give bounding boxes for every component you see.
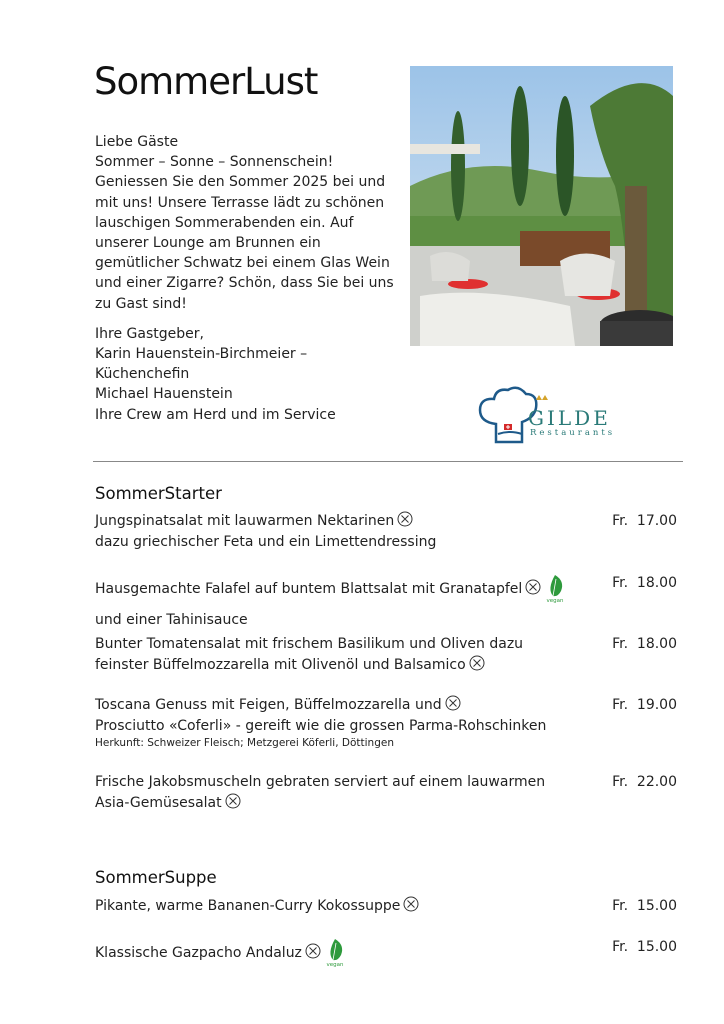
intro-line: mit uns! Unsere Terrasse lädt zu schönen: [95, 194, 385, 211]
item-origin: Herkunft: Schweizer Fleisch; Metzgerei Köferli, Döttingen: [95, 737, 394, 749]
item-price: Fr. 15.00: [612, 939, 677, 955]
divider: [93, 461, 683, 462]
item-description: [95, 896, 585, 917]
item-price: Fr. 18.00: [612, 636, 677, 652]
leaf-icon: [325, 937, 345, 967]
item-line: und einer Tahinisauce: [95, 611, 248, 628]
logo-subtitle: Restaurants: [530, 428, 616, 438]
vegan-badge: [545, 573, 565, 610]
item-line: Asia-Gemüsesalat: [95, 794, 222, 811]
cutlery-icon: [445, 695, 461, 711]
item-line: Toscana Genuss mit Feigen, Büffelmozzarella und: [95, 697, 442, 713]
intro-line: Liebe Gäste: [95, 134, 179, 150]
signature-line: Michael Hauenstein: [95, 386, 233, 403]
intro-line: gemütlicher Schwatz bei einem Glas Wein: [95, 255, 390, 272]
menu-item: [95, 573, 685, 630]
menu-item: [95, 937, 685, 974]
vegan-badge: [325, 937, 345, 974]
menu-item: [95, 772, 685, 813]
intro-line: Sommer – Sonne – Sonnenschein!: [95, 154, 334, 171]
intro-line: zu Gast sind!: [95, 295, 187, 312]
item-description: [95, 937, 585, 974]
item-price: Fr. 17.00: [612, 513, 677, 529]
signature-paragraph: [95, 324, 405, 425]
page-title: SommerLust: [94, 60, 318, 103]
vegan-label: vegan: [546, 598, 564, 603]
item-description: [95, 634, 585, 675]
signature-line: Küchenchefin: [95, 366, 190, 383]
item-description: [95, 511, 585, 552]
item-price: Fr. 19.00: [612, 697, 677, 713]
leaf-icon: [545, 573, 565, 603]
item-price: Fr. 15.00: [612, 898, 677, 914]
item-description: [95, 772, 585, 813]
logo-wordmark: GILDE: [528, 406, 611, 430]
menu-item: [95, 511, 685, 552]
item-line: Klassische Gazpacho Andaluz: [95, 945, 302, 961]
item-line: Bunter Tomatensalat mit frischem Basilikum und Oliven dazu: [95, 636, 524, 652]
menu-item: [95, 896, 685, 917]
intro-text: [95, 132, 405, 435]
cutlery-icon: [305, 943, 321, 959]
section-title-starters: SommerStarter: [95, 484, 222, 503]
menu-item: [95, 634, 685, 675]
cutlery-icon: [469, 655, 485, 671]
signature-line: Ihre Crew am Herd und im Service: [95, 406, 336, 423]
cutlery-icon: [397, 511, 413, 527]
terrace-photo: [410, 66, 673, 346]
item-line: Hausgemachte Falafel auf buntem Blattsalat mit Granatapfel: [95, 581, 523, 597]
item-line: Jungspinatsalat mit lauwarmen Nektarinen: [95, 513, 395, 529]
item-line: Prosciutto «Coferli» - gereift wie die grossen Parma-Rohschinken: [95, 717, 547, 734]
item-price: Fr. 22.00: [612, 774, 677, 790]
welcome-paragraph: [95, 132, 405, 314]
cutlery-icon: [225, 793, 241, 809]
item-line: Frische Jakobsmuscheln gebraten serviert auf einem lauwarmen: [95, 774, 546, 790]
item-line: feinster Büffelmozzarella mit Olivenöl und Balsamico: [95, 656, 466, 673]
item-price: Fr. 18.00: [612, 575, 677, 591]
intro-line: Geniessen Sie den Sommer 2025 bei und: [95, 174, 386, 191]
cutlery-icon: [403, 896, 419, 912]
menu-item: [95, 695, 685, 751]
intro-line: lauschigen Sommerabenden ein. Auf: [95, 214, 354, 231]
vegan-label: vegan: [326, 962, 344, 967]
signature-line: Ihre Gastgeber,: [95, 325, 204, 342]
section-title-soups: SommerSuppe: [95, 868, 217, 887]
item-line: dazu griechischer Feta und ein Limettendressing: [95, 533, 437, 550]
item-description: [95, 695, 585, 736]
cutlery-icon: [525, 579, 541, 595]
intro-line: und einer Zigarre? Schön, dass Sie bei uns: [95, 275, 394, 292]
signature-line: Karin Hauenstein-Birchmeier –: [95, 346, 308, 363]
item-description: [95, 573, 585, 630]
item-line: Pikante, warme Bananen-Curry Kokossuppe: [95, 898, 401, 914]
intro-line: unserer Lounge am Brunnen ein: [95, 235, 321, 252]
